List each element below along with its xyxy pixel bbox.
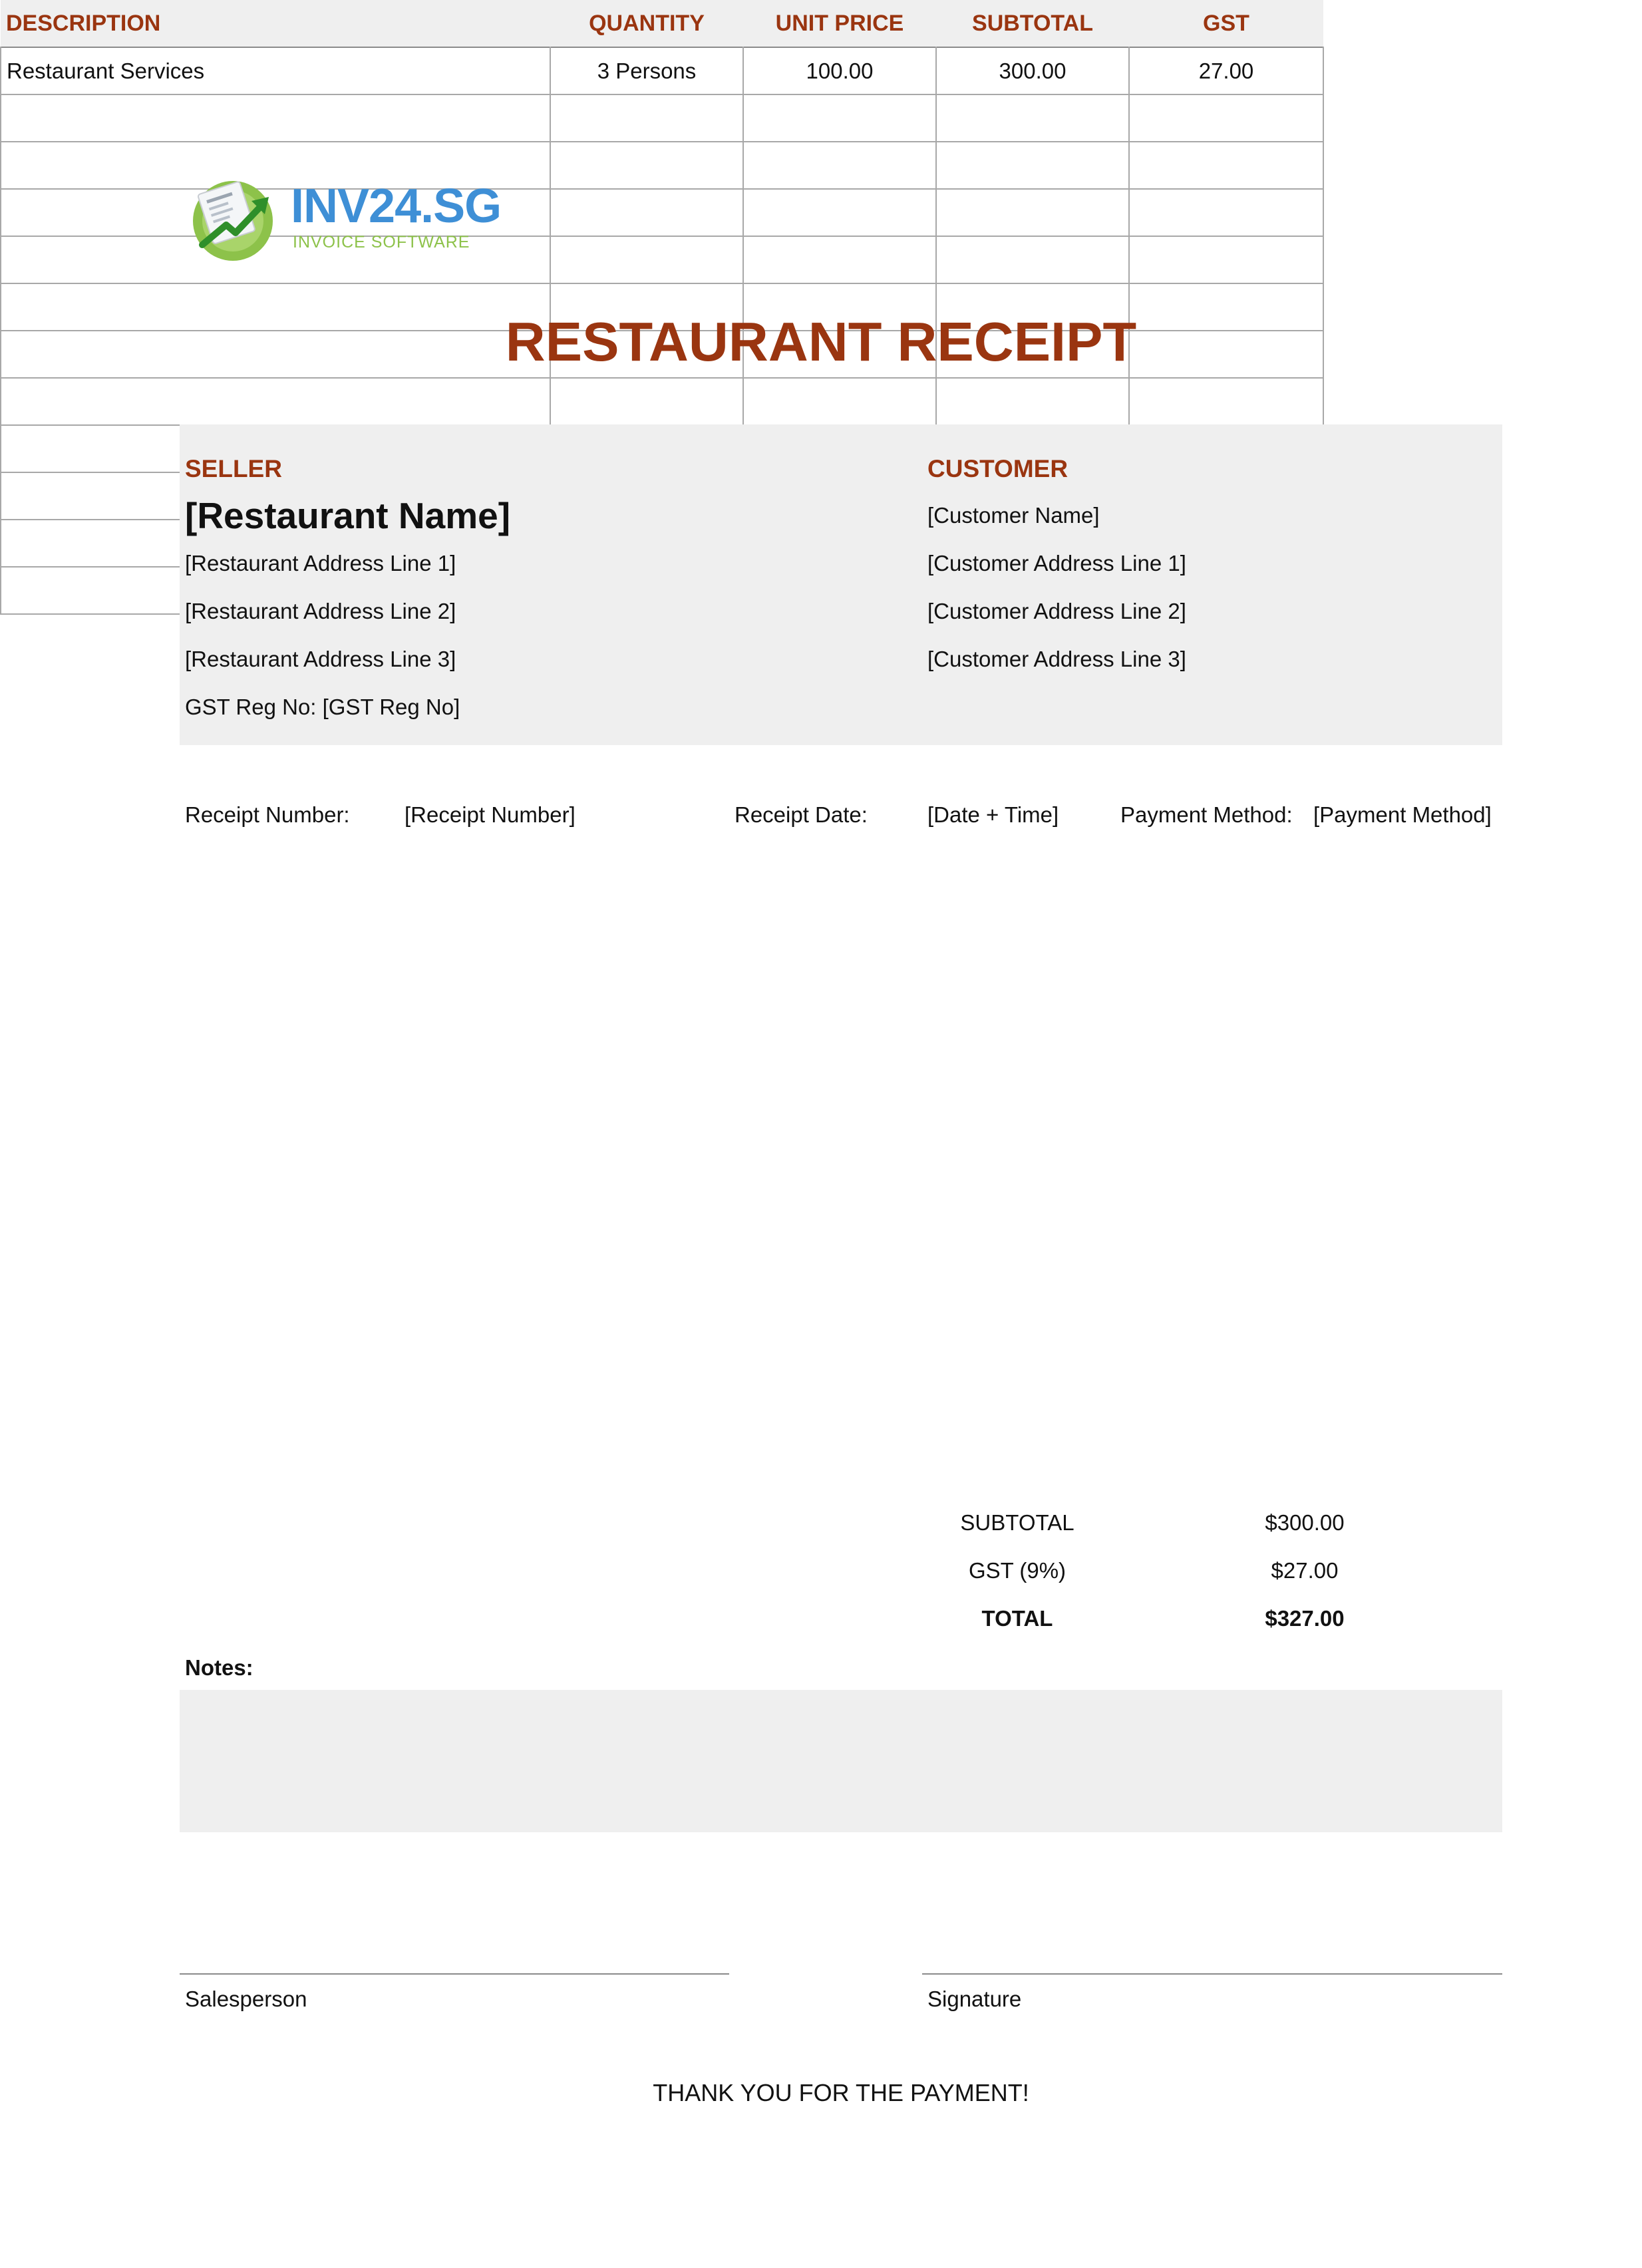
cell-quantity: [550, 189, 743, 236]
signature-label: Signature: [927, 1987, 1022, 2011]
cell-subtotal: [936, 378, 1129, 425]
customer-address-1: [Customer Address Line 1]: [927, 551, 1186, 575]
receipt-date-label: Receipt Date:: [735, 802, 868, 827]
logo-tagline: INVOICE SOFTWARE: [293, 233, 470, 251]
table-row: [1, 47, 1323, 94]
customer-address-2: [Customer Address Line 2]: [927, 599, 1186, 623]
invoice-growth-arrow-icon: [188, 173, 281, 262]
salesperson-label: Salesperson: [185, 1987, 307, 2011]
notes-label: Notes:: [185, 1655, 253, 1680]
grand-total-label: TOTAL: [981, 1606, 1053, 1631]
cell-unit-price: [743, 378, 936, 425]
cell-unit-price: [743, 189, 936, 236]
cell-gst: [1129, 142, 1323, 189]
cell-subtotal: [936, 142, 1129, 189]
cell-subtotal: 300.00: [936, 47, 1129, 94]
column-header-unit-price: UNIT PRICE: [743, 0, 936, 47]
cell-gst: [1129, 94, 1323, 142]
cell-unit-price: 100.00: [743, 47, 936, 94]
document-title: RESTAURANT RECEIPT: [505, 311, 1137, 373]
cell-unit-price: [743, 142, 936, 189]
receipt-number-value: [Receipt Number]: [405, 802, 575, 827]
seller-address-2: [Restaurant Address Line 2]: [185, 599, 456, 623]
gst-total-label: GST (9%): [968, 1558, 1067, 1583]
salesperson-signature-line: [180, 1973, 729, 1975]
column-header-subtotal: SUBTOTAL: [936, 0, 1129, 47]
notes-box: [180, 1690, 1502, 1832]
cell-subtotal: [936, 94, 1129, 142]
table-row: [1, 378, 1323, 425]
seller-address-3: [Restaurant Address Line 3]: [185, 647, 456, 671]
cell-subtotal: [936, 236, 1129, 283]
cell-unit-price: [743, 236, 936, 283]
cell-gst: [1129, 236, 1323, 283]
cell-description: [1, 378, 550, 425]
logo-brand-text: INV24.SG: [291, 180, 502, 233]
receipt-date-value: [Date + Time]: [927, 802, 1059, 827]
cell-unit-price: [743, 94, 936, 142]
grand-total-value: $327.00: [1265, 1606, 1345, 1631]
cell-quantity: 3 Persons: [550, 47, 743, 94]
cell-quantity: [550, 378, 743, 425]
cell-description: Restaurant Services: [1, 47, 550, 94]
column-header-quantity: QUANTITY: [550, 0, 743, 47]
seller-name: [Restaurant Name]: [185, 495, 511, 536]
customer-address-3: [Customer Address Line 3]: [927, 647, 1186, 671]
seller-gst-reg: GST Reg No: [GST Reg No]: [185, 695, 460, 719]
gst-total-value: $27.00: [1271, 1558, 1339, 1583]
column-header-description: DESCRIPTION: [1, 0, 550, 47]
cell-quantity: [550, 142, 743, 189]
cell-gst: [1129, 189, 1323, 236]
payment-method-label: Payment Method:: [1120, 802, 1293, 827]
table-header-row: [1, 0, 1323, 47]
thank-you-message: THANK YOU FOR THE PAYMENT!: [653, 2079, 1029, 2106]
column-header-gst: GST: [1129, 0, 1323, 47]
customer-name: [Customer Name]: [927, 503, 1100, 528]
payment-method-value: [Payment Method]: [1313, 802, 1492, 827]
cell-quantity: [550, 236, 743, 283]
subtotal-value: $300.00: [1265, 1510, 1345, 1535]
cell-gst: [1129, 378, 1323, 425]
customer-heading: CUSTOMER: [927, 455, 1068, 482]
receipt-number-label: Receipt Number:: [185, 802, 350, 827]
cell-subtotal: [936, 189, 1129, 236]
seller-heading: SELLER: [185, 455, 282, 482]
cell-quantity: [550, 94, 743, 142]
cell-description: [1, 94, 550, 142]
cell-gst: 27.00: [1129, 47, 1323, 94]
customer-signature-line: [922, 1973, 1502, 1975]
company-logo: [188, 169, 502, 262]
subtotal-label: SUBTOTAL: [960, 1510, 1074, 1535]
table-row: [1, 94, 1323, 142]
seller-address-1: [Restaurant Address Line 1]: [185, 551, 456, 575]
